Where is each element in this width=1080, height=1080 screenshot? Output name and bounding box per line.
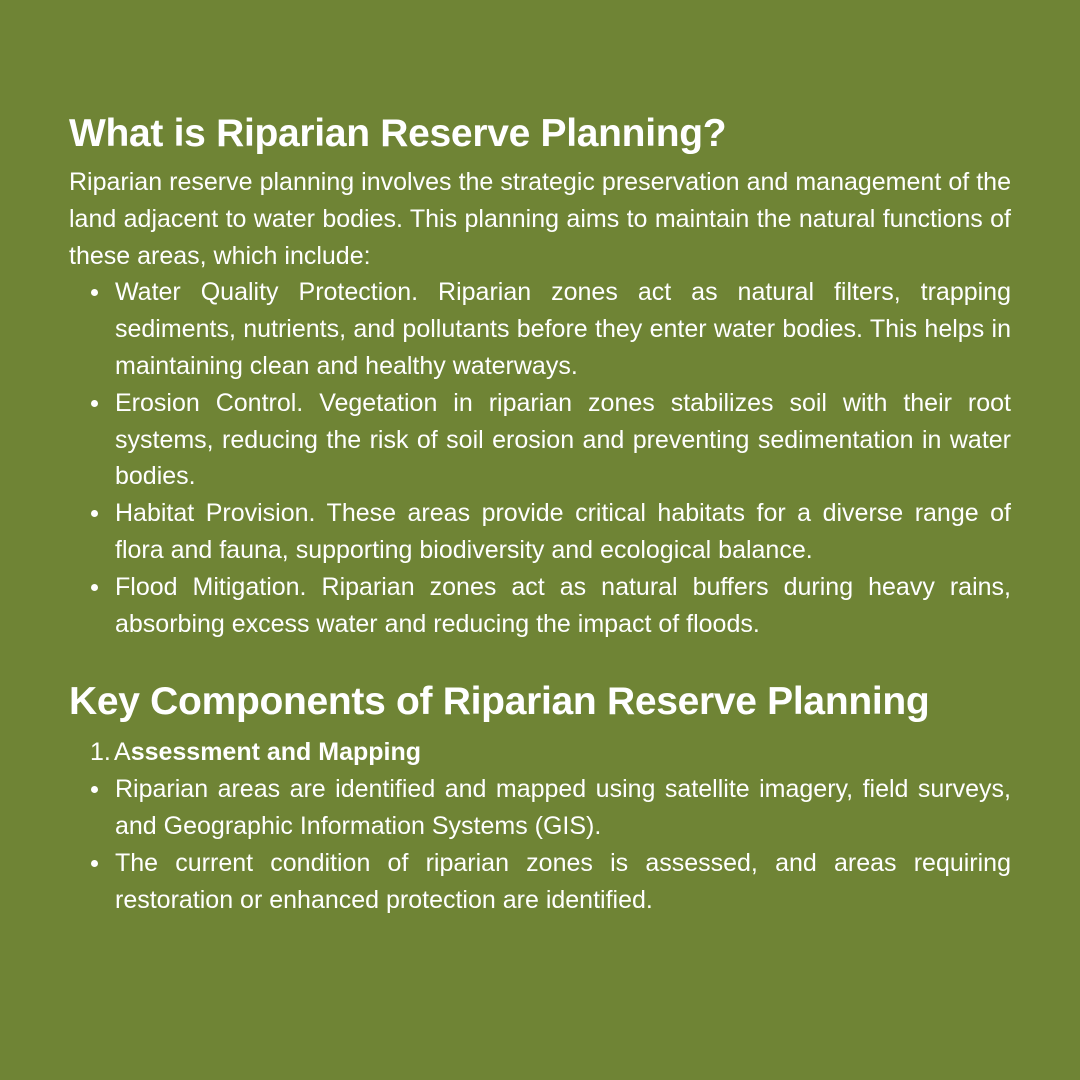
numbered-item-first-letter: A xyxy=(114,738,131,767)
list-item-identification: Riparian areas are identified and mapped using satellite imagery, field surveys, and Geographic Information Systems (GIS). xyxy=(115,771,1011,845)
functions-list xyxy=(69,274,1011,642)
list-number: 1. xyxy=(90,738,111,767)
list-item-flood-mitigation: Flood Mitigation. Riparian zones act as natural buffers during heavy rains, absorbing excess water and reducing the impact of floods. xyxy=(115,569,1011,643)
document-content xyxy=(69,108,1011,918)
list-item-water-quality: Water Quality Protection. Riparian zones act as natural filters, trapping sediments, nutrients, and pollutants before they enter water bodies. This helps in maintaining clean and healthy waterways. xyxy=(115,274,1011,384)
numbered-item-assessment xyxy=(90,734,1011,771)
numbered-item-heading: ssessment and Mapping xyxy=(130,738,422,767)
list-item-erosion-control: Erosion Control. Vegetation in riparian zones stabilizes soil with their root systems, reducing the risk of soil erosion and preventing sedimentation in water bodies. xyxy=(115,385,1011,495)
section-title-key-components: Key Components of Riparian Reserve Planning xyxy=(69,680,930,724)
list-item-habitat-provision: Habitat Provision. These areas provide critical habitats for a diverse range of flora and fauna, supporting biodiversity and ecological balance. xyxy=(115,495,1011,569)
list-item-condition-assessment: The current condition of riparian zones is assessed, and areas requiring restoration or enhanced protection are identified. xyxy=(115,845,1011,919)
section-title-what-is: What is Riparian Reserve Planning? xyxy=(69,112,727,155)
assessment-list xyxy=(69,771,1011,918)
intro-paragraph: Riparian reserve planning involves the strategic preservation and management of the land adjacent to water bodies. This planning aims to maintain the natural functions of these areas, which include: xyxy=(69,168,1011,270)
numbered-list xyxy=(69,734,1011,771)
